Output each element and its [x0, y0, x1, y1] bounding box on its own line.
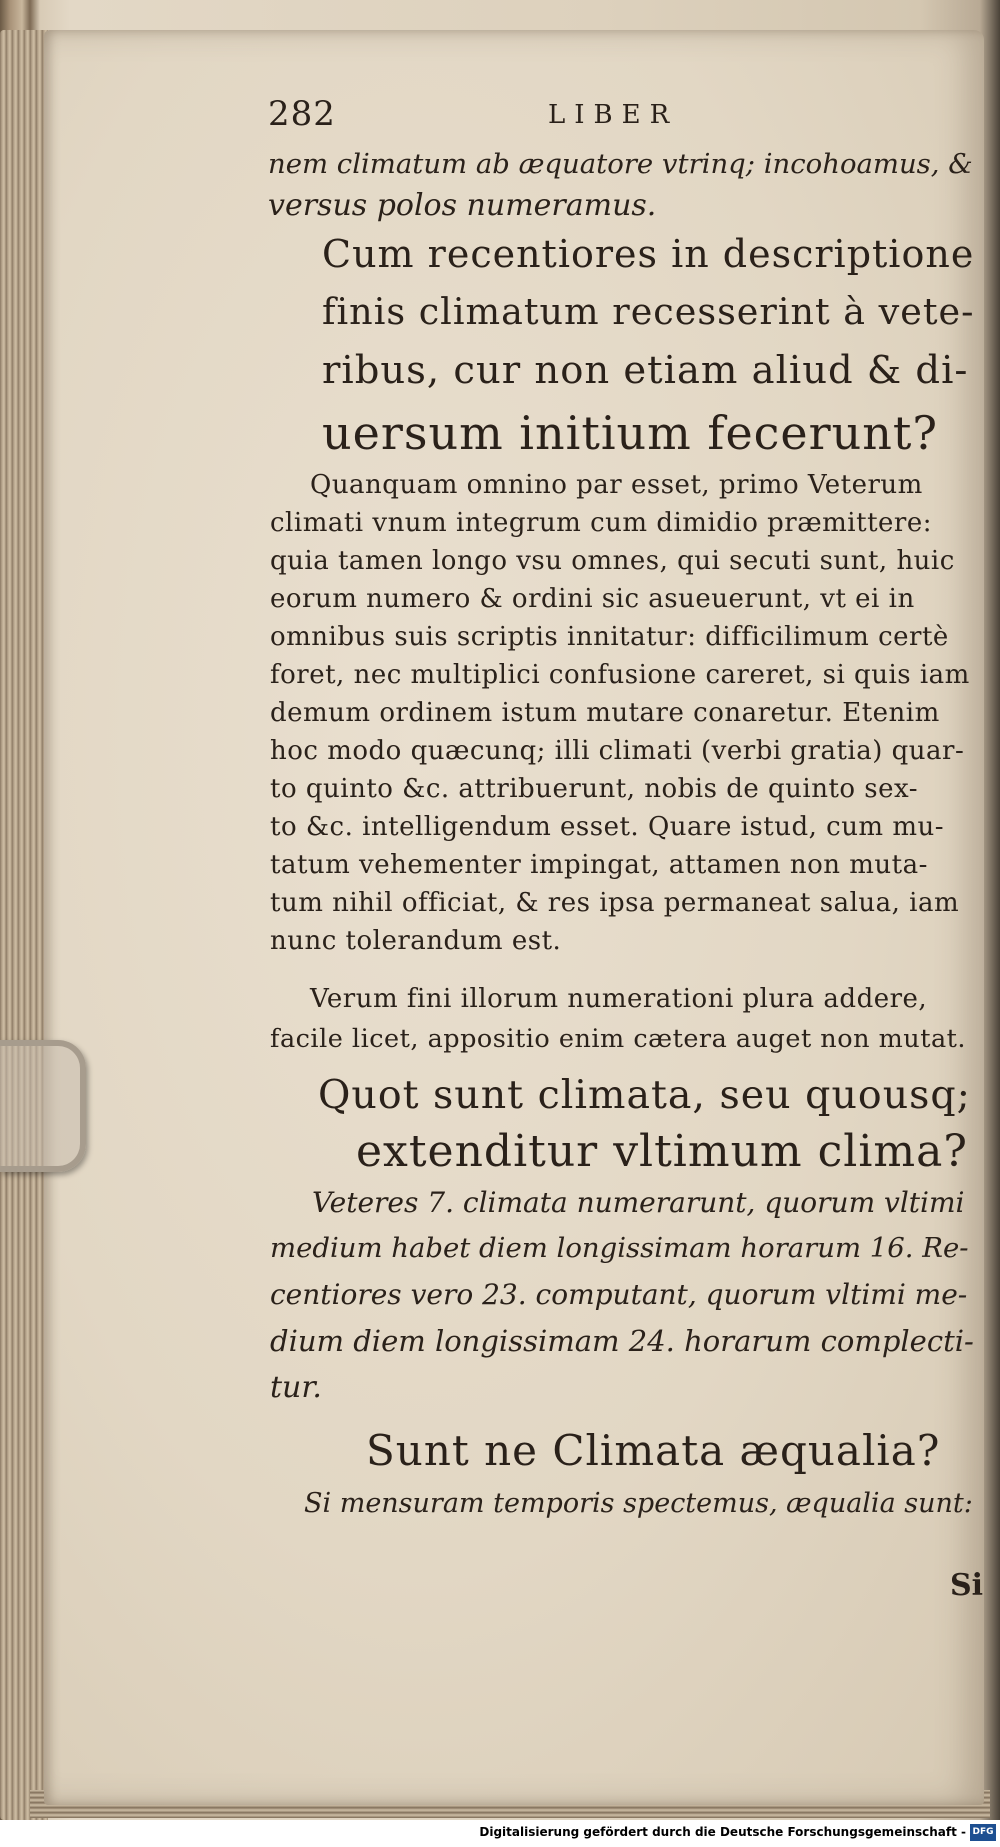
section-heading-line: extenditur vltimum clima? [356, 1126, 968, 1177]
text-line: climati vnum integrum cum dimidio præmittere: [270, 508, 932, 538]
text-line: eorum numero & ordini sic asueuerunt, vt ei in [270, 584, 915, 614]
text-line: centiores vero 23. computant, quorum vltimi me- [270, 1278, 968, 1311]
section-heading-line: Quot sunt climata, seu quousq; [318, 1072, 971, 1118]
text-line: foret, nec multiplici confusione careret, si quis iam [270, 660, 970, 690]
text-line: Si mensuram temporis spectemus, æqualia sunt: [304, 1488, 973, 1519]
text-line: hoc modo quæcunq; illi climati (verbi gratia) quar- [270, 736, 965, 766]
section-heading-line: Sunt ne Climata æqualia? [366, 1426, 941, 1475]
page-number: 282 [268, 94, 336, 134]
text-line: Veteres 7. climata numerarunt, quorum vltimi [312, 1186, 965, 1219]
text-line: Quanquam omnino par esset, primo Veterum [310, 470, 923, 500]
catchword: Si [950, 1568, 984, 1603]
text-line: nem climatum ab æquatore vtrinq; incohoamus, & [268, 148, 973, 180]
text-line: tatum vehementer impingat, attamen non muta- [270, 850, 928, 880]
text-line: omnibus suis scriptis innitatur: difficilimum certè [270, 622, 949, 652]
running-head: LIBER [548, 100, 679, 130]
section-heading-line: Cum recentiores in descriptione [322, 232, 975, 276]
section-heading-line: uersum initium fecerunt? [322, 406, 939, 460]
text-line: tur. [270, 1370, 322, 1405]
footer-credit: Digitalisierung gefördert durch die Deutsche Forschungsgemeinschaft - [479, 1825, 966, 1839]
section-heading-line: ribus, cur non etiam aliud & di- [322, 348, 969, 393]
text-line: quia tamen longo vsu omnes, qui secuti sunt, huic [270, 546, 955, 576]
text-line: Verum fini illorum numerationi plura addere, [310, 984, 928, 1014]
dfg-logo-badge: DFG [970, 1824, 996, 1841]
text-line: medium habet diem longissimam horarum 16. Re- [270, 1232, 969, 1264]
page-edges [0, 30, 48, 1820]
section-heading-line: finis climatum recesserint à vete- [322, 290, 975, 333]
text-line: tum nihil officiat, & res ipsa permaneat salua, iam [270, 888, 960, 918]
book-clip [0, 1040, 86, 1172]
text-line: nunc tolerandum est. [270, 926, 562, 956]
text-line: demum ordinem istum mutare conaretur. Etenim [270, 698, 940, 728]
text-line: versus polos numeramus. [268, 188, 657, 223]
text-line: to &c. intelligendum esset. Quare istud, cum mu- [270, 812, 945, 842]
footer-bar [0, 1820, 1000, 1847]
text-line: facile licet, appositio enim cætera auget non mutat. [270, 1024, 967, 1054]
text-line: dium diem longissimam 24. horarum complecti- [270, 1324, 974, 1358]
text-line: to quinto &c. attribuerunt, nobis de quinto sex- [270, 774, 919, 804]
